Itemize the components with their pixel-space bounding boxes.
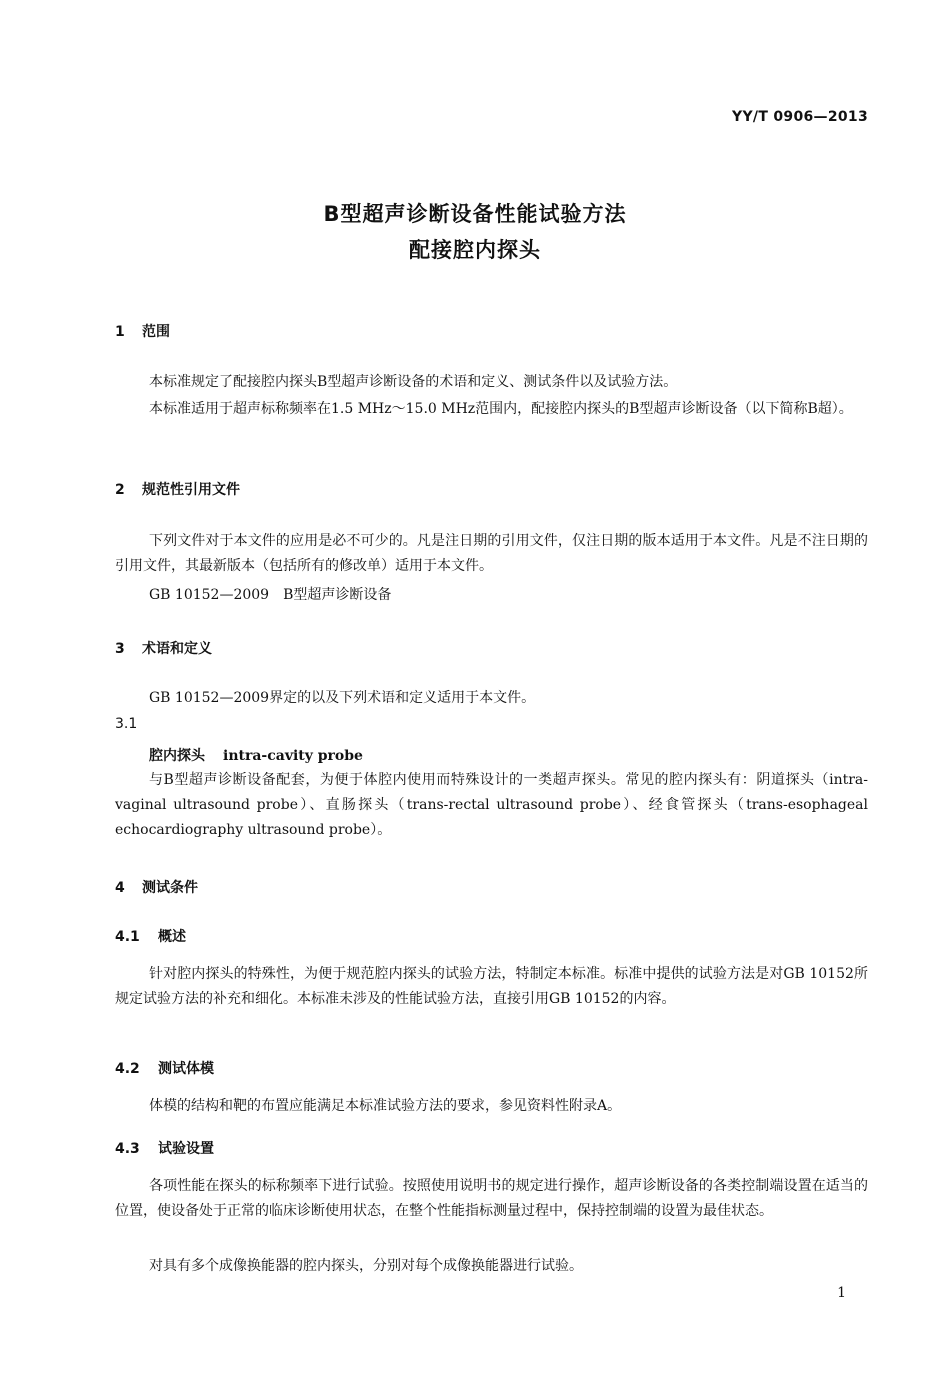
- page-number: 1: [837, 1285, 846, 1301]
- document-title: B型超声诊断设备性能试验方法: [323, 202, 627, 226]
- document-subtitle: 配接腔内探头: [409, 238, 541, 262]
- section-3-heading: [115, 638, 212, 658]
- section-4-3-title: 试验设置: [158, 1141, 214, 1157]
- section-4-2-heading: [115, 1058, 214, 1078]
- section-4-2-paragraph: 体模的结构和靶的布置应能满足本标准试验方法的要求，参见资料性附录A。: [149, 1098, 622, 1114]
- section-4-1-paragraph: 针对腔内探头的特殊性，为便于规范腔内探头的试验方法，特制定本标准。标准中提供的试验方法是对GB 10152所规定试验方法的补充和细化。本标准未涉及的性能试验方法，直接引用GB 10152的内容。: [115, 966, 868, 1007]
- section-4-2-title: 测试体模: [158, 1061, 214, 1077]
- standard-code: YY/T 0906—2013: [732, 109, 868, 125]
- section-4-1-number: 4.1: [115, 929, 140, 945]
- section-3-paragraph-1: GB 10152—2009界定的以及下列术语和定义适用于本文件。: [149, 690, 536, 706]
- section-1-number: 1: [115, 324, 125, 340]
- section-1-paragraph-2: 本标准适用于超声标称频率在1.5 MHz～15.0 MHz范围内，配接腔内探头的B型超声诊断设备（以下简称B超）。: [149, 401, 853, 417]
- section-1-heading: [115, 321, 170, 341]
- section-1-title: 范围: [142, 324, 170, 340]
- normative-reference: GB 10152—2009 B型超声诊断设备: [149, 587, 392, 603]
- section-4-3-paragraph-2: 对具有多个成像换能器的腔内探头，分别对每个成像换能器进行试验。: [149, 1258, 583, 1274]
- section-4-1-title: 概述: [158, 929, 186, 945]
- section-3-title: 术语和定义: [142, 641, 212, 657]
- term-entry: [149, 745, 363, 765]
- section-2-title: 规范性引用文件: [142, 482, 240, 498]
- section-4-heading: [115, 877, 198, 897]
- section-1-paragraph-1: 本标准规定了配接腔内探头B型超声诊断设备的术语和定义、测试条件以及试验方法。: [149, 374, 678, 390]
- section-3-number: 3: [115, 641, 125, 657]
- section-4-2-number: 4.2: [115, 1061, 140, 1077]
- section-4-title: 测试条件: [142, 880, 198, 896]
- section-2-heading: [115, 479, 240, 499]
- section-4-3-heading: [115, 1138, 214, 1158]
- section-4-3-number: 4.3: [115, 1141, 140, 1157]
- clause-3-1-number: 3.1: [115, 716, 138, 732]
- section-4-3-paragraph-1: 各项性能在探头的标称频率下进行试验。按照使用说明书的规定进行操作，超声诊断设备的各类控制端设置在适当的位置，使设备处于正常的临床诊断使用状态，在整个性能指标测量过程中，保持控制端的设置为最佳状态。: [115, 1178, 868, 1219]
- term-chinese: 腔内探头: [149, 748, 205, 764]
- section-4-number: 4: [115, 880, 125, 896]
- term-english: intra-cavity probe: [223, 748, 363, 764]
- section-2-number: 2: [115, 482, 125, 498]
- term-definition: 与B型超声诊断设备配套，为便于体腔内使用而特殊设计的一类超声探头。常见的腔内探头有：阴道探头（intra-vaginal ultrasound probe）、直肠探头（trans-rectal ultrasound probe）、经食管探头（trans-esophageal echocardiography ultrasound probe）。: [115, 772, 868, 838]
- section-2-paragraph-1: 下列文件对于本文件的应用是必不可少的。凡是注日期的引用文件，仅注日期的版本适用于本文件。凡是不注日期的引用文件，其最新版本（包括所有的修改单）适用于本文件。: [115, 533, 868, 574]
- section-4-1-heading: [115, 926, 186, 946]
